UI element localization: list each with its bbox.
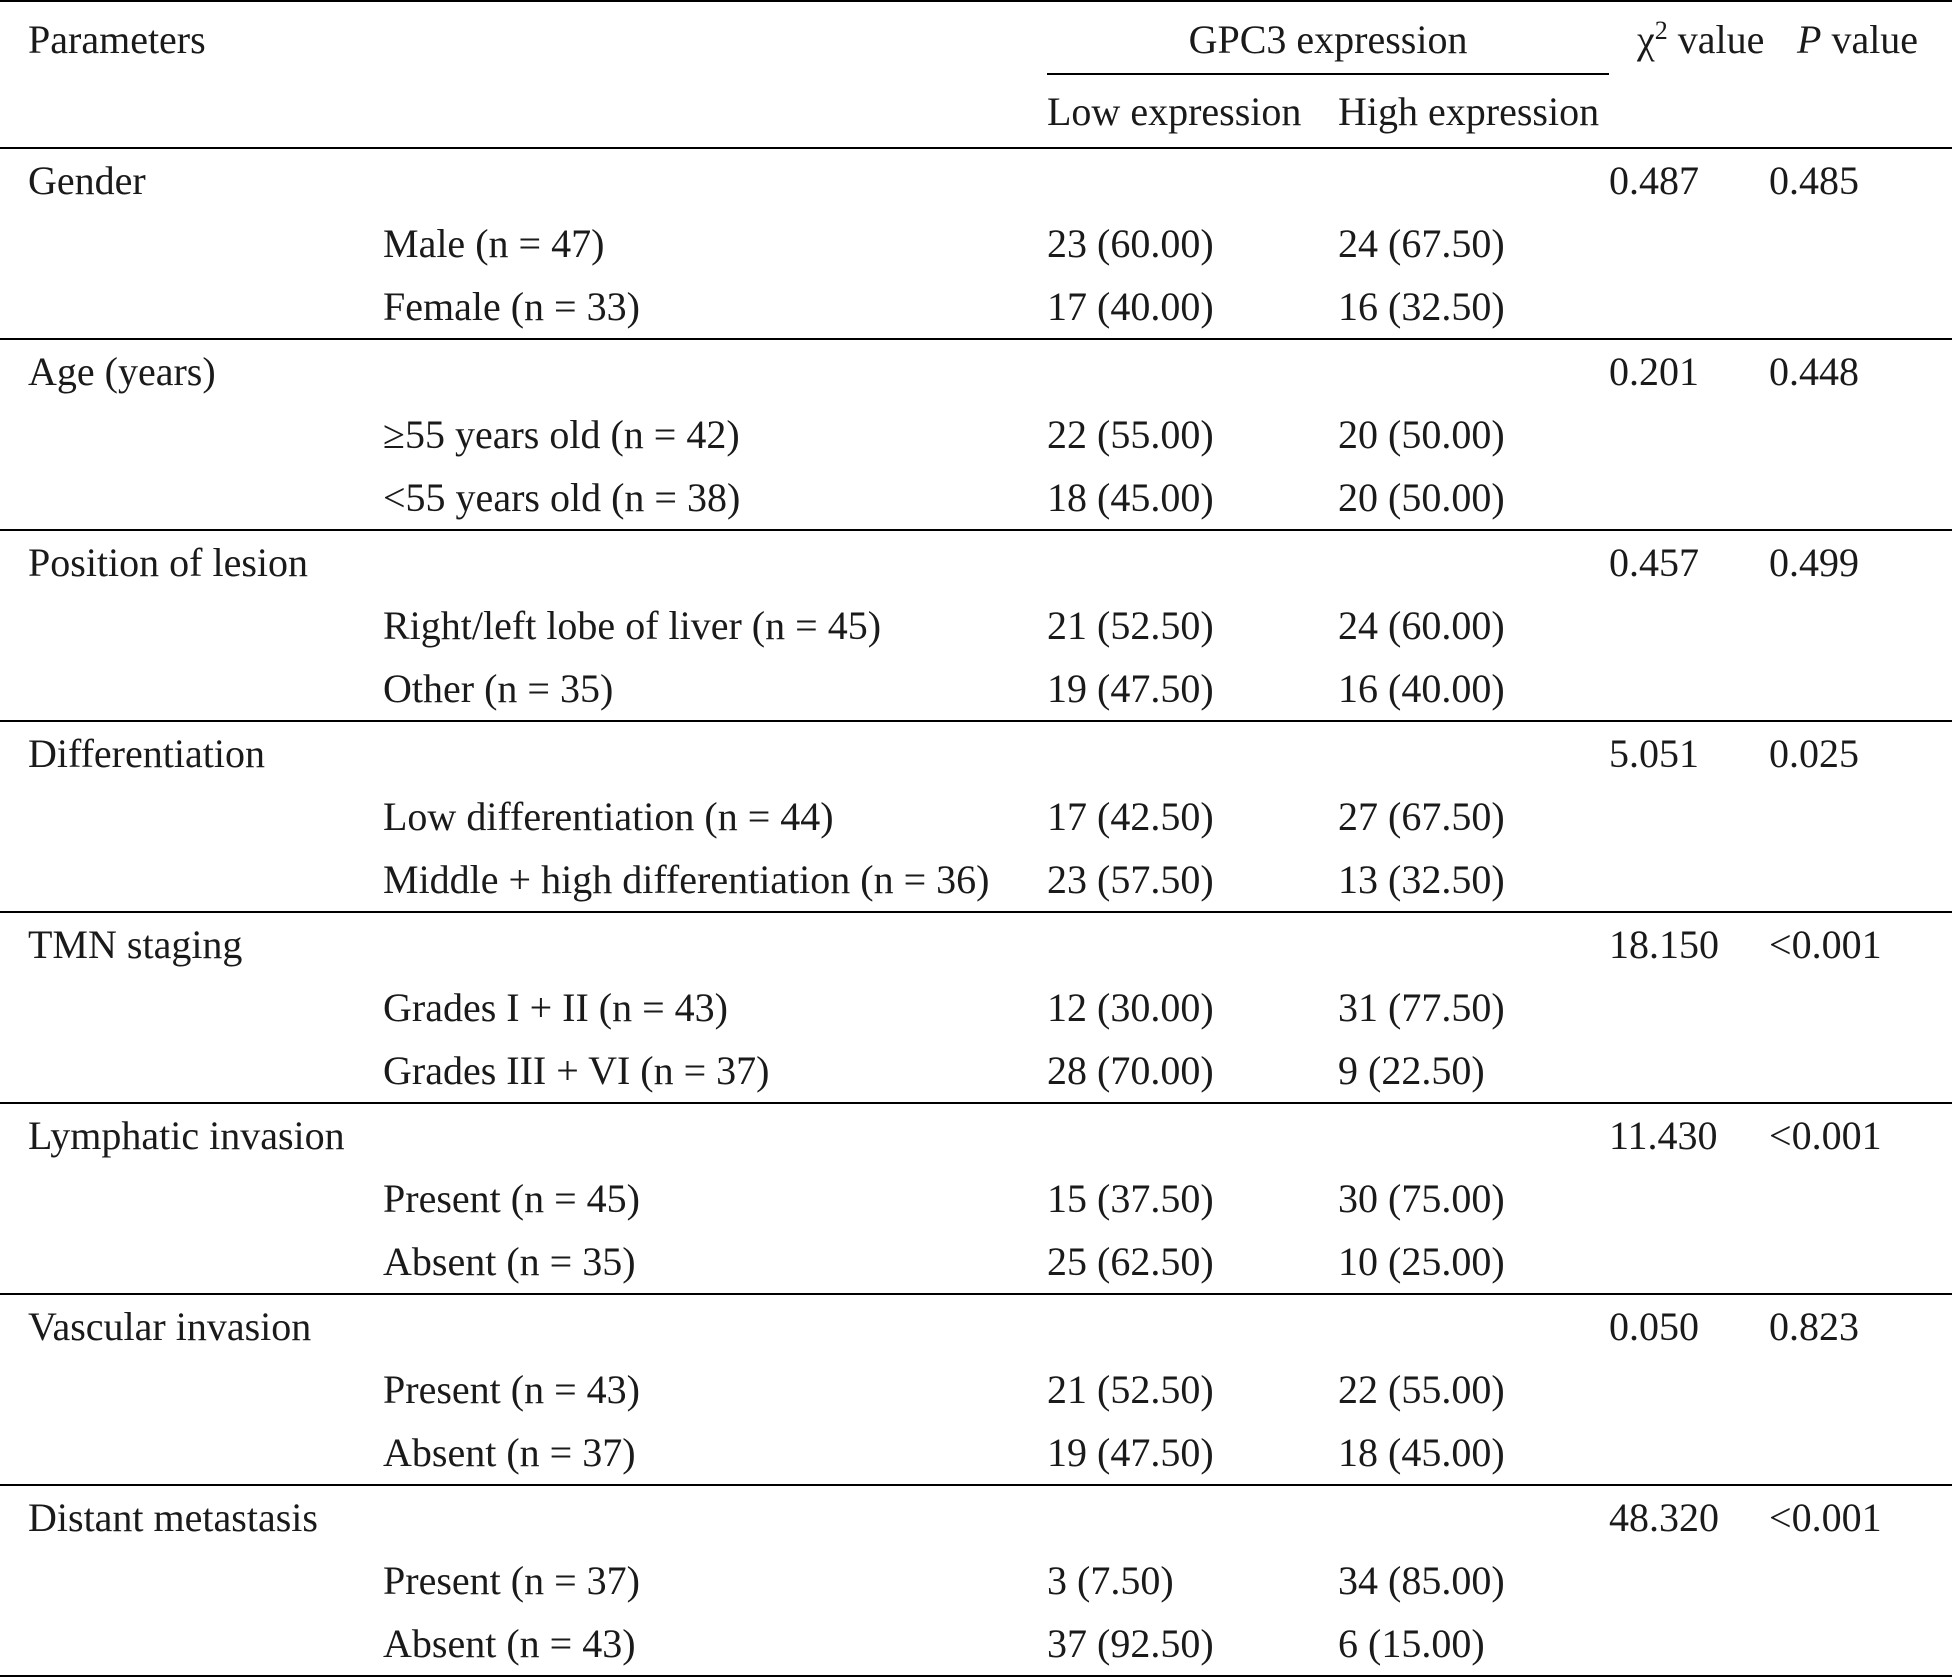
high-expression-value: 13 (32.50) xyxy=(1338,848,1609,912)
group-title-row xyxy=(0,1294,1952,1358)
empty-cell xyxy=(1338,721,1609,785)
low-expression-value: 22 (55.00) xyxy=(1047,411,1214,457)
chi2-value: 5.051 xyxy=(1609,730,1700,776)
high-expression-value: 10 (25.00) xyxy=(1338,1230,1609,1294)
table-row xyxy=(0,976,1952,1039)
table-row xyxy=(0,1230,1952,1294)
table-row xyxy=(0,1039,1952,1103)
low-expression-value: 17 (40.00) xyxy=(1047,275,1338,339)
row-label: Present (n = 43) xyxy=(383,1366,640,1412)
row-label: Other (n = 35) xyxy=(0,657,1047,721)
chi2-value: 0.457 xyxy=(1609,539,1700,585)
empty-cell xyxy=(1047,1485,1338,1549)
chi2-value: 0.050 xyxy=(1609,1303,1700,1349)
empty-cell xyxy=(1609,785,1769,848)
chi-superscript: 2 xyxy=(1654,16,1668,45)
empty-cell xyxy=(355,1294,1047,1358)
group-title: Lymphatic invasion xyxy=(28,1112,345,1158)
high-expression-value: 18 (45.00) xyxy=(1338,1421,1609,1485)
empty-cell xyxy=(1609,976,1769,1039)
table-row xyxy=(0,212,1952,275)
table-row xyxy=(0,1549,1952,1612)
empty-cell xyxy=(1047,1103,1338,1167)
p-value-suffix: value xyxy=(1821,17,1919,62)
empty-cell xyxy=(355,912,1047,976)
group-title: Position of lesion xyxy=(28,539,309,585)
chi-value-suffix: value xyxy=(1667,17,1765,62)
p-value: <0.001 xyxy=(1769,1494,1882,1540)
p-value: 0.485 xyxy=(1769,157,1860,203)
table-row xyxy=(0,275,1952,339)
header-p-value xyxy=(1797,0,1918,75)
table-row xyxy=(0,848,1952,912)
header-parameters: Parameters xyxy=(0,1,355,77)
p-value: <0.001 xyxy=(1769,1112,1882,1158)
empty-cell xyxy=(1769,848,1952,912)
empty-cell xyxy=(1769,466,1952,530)
empty-cell xyxy=(1609,1167,1769,1230)
row-label: ≥55 years old (n = 42) xyxy=(383,411,740,457)
chi2-value: 48.320 xyxy=(1609,1494,1720,1540)
empty-cell xyxy=(1769,594,1952,657)
high-expression-value: 24 (60.00) xyxy=(1338,602,1505,648)
group-title-row xyxy=(0,721,1952,785)
empty-cell xyxy=(1338,339,1609,403)
table-row xyxy=(0,1167,1952,1230)
high-expression-value: 27 (67.50) xyxy=(1338,793,1505,839)
row-label: Absent (n = 43) xyxy=(0,1612,1047,1676)
high-expression-value: 34 (85.00) xyxy=(1338,1557,1505,1603)
group-title-row xyxy=(0,1485,1952,1549)
empty-cell xyxy=(1769,657,1952,721)
low-expression-value: 28 (70.00) xyxy=(1047,1039,1338,1103)
empty-cell xyxy=(1609,466,1769,530)
empty-cell xyxy=(1609,403,1769,466)
p-value: 0.499 xyxy=(1769,539,1860,585)
table-row xyxy=(0,403,1952,466)
header-gpc3-group xyxy=(1047,1,1609,77)
empty-cell xyxy=(355,339,1047,403)
row-label: Female (n = 33) xyxy=(0,275,1047,339)
table-body xyxy=(0,148,1952,1676)
empty-cell xyxy=(1769,1549,1952,1612)
group-title-row xyxy=(0,148,1952,212)
high-expression-value: 16 (32.50) xyxy=(1338,275,1609,339)
low-expression-value: 19 (47.50) xyxy=(1047,1421,1338,1485)
empty-cell xyxy=(1769,976,1952,1039)
row-label: Absent (n = 35) xyxy=(0,1230,1047,1294)
empty-cell xyxy=(1769,1167,1952,1230)
high-expression-value: 22 (55.00) xyxy=(1338,1366,1505,1412)
empty-cell xyxy=(1769,785,1952,848)
empty-cell xyxy=(1609,848,1769,912)
low-expression-value: 21 (52.50) xyxy=(1047,602,1214,648)
table-row xyxy=(0,466,1952,530)
empty-cell xyxy=(1338,1103,1609,1167)
low-expression-value: 15 (37.50) xyxy=(1047,1175,1214,1221)
empty-cell xyxy=(1047,1294,1338,1358)
p-italic: P xyxy=(1797,17,1822,62)
empty-cell xyxy=(1769,1039,1952,1103)
low-expression-value: 3 (7.50) xyxy=(1047,1557,1174,1603)
empty-cell xyxy=(1609,1230,1769,1294)
chi2-value: 11.430 xyxy=(1609,1112,1718,1158)
low-expression-value: 23 (57.50) xyxy=(1047,848,1338,912)
row-label: Right/left lobe of liver (n = 45) xyxy=(383,602,882,648)
group-title-row xyxy=(0,339,1952,403)
low-expression-value: 23 (60.00) xyxy=(1047,220,1214,266)
group-title-row xyxy=(0,530,1952,594)
empty-cell xyxy=(355,1485,1047,1549)
p-value: 0.448 xyxy=(1769,348,1860,394)
chi2-value: 0.201 xyxy=(1609,348,1700,394)
low-expression-value: 17 (42.50) xyxy=(1047,793,1214,839)
empty-cell xyxy=(355,1103,1047,1167)
empty-cell xyxy=(355,721,1047,785)
row-label: Grades I + II (n = 43) xyxy=(383,984,728,1030)
high-expression-value: 9 (22.50) xyxy=(1338,1039,1609,1103)
group-title-row xyxy=(0,1103,1952,1167)
table-row xyxy=(0,1612,1952,1676)
high-expression-value: 24 (67.50) xyxy=(1338,220,1505,266)
empty-cell xyxy=(1609,1612,1769,1676)
empty-cell xyxy=(1609,1549,1769,1612)
group-title: TMN staging xyxy=(28,921,243,967)
low-expression-value: 19 (47.50) xyxy=(1047,657,1338,721)
row-label: Present (n = 37) xyxy=(383,1557,640,1603)
empty-cell xyxy=(1769,1230,1952,1294)
row-label: Present (n = 45) xyxy=(383,1175,640,1221)
empty-cell xyxy=(1609,1039,1769,1103)
p-value: <0.001 xyxy=(1769,921,1882,967)
empty-cell xyxy=(1338,1485,1609,1549)
low-expression-value: 37 (92.50) xyxy=(1047,1612,1338,1676)
empty-cell xyxy=(355,148,1047,212)
empty-cell xyxy=(355,530,1047,594)
header-low-expression: Low expression xyxy=(1047,77,1338,148)
empty-cell xyxy=(1769,403,1952,466)
empty-cell xyxy=(1769,1421,1952,1485)
empty-cell xyxy=(1769,275,1952,339)
low-expression-value: 25 (62.50) xyxy=(1047,1230,1338,1294)
high-expression-value: 16 (40.00) xyxy=(1338,657,1609,721)
gpc3-header-rule xyxy=(1047,73,1609,75)
chi2-value: 18.150 xyxy=(1609,921,1720,967)
table-row xyxy=(0,1358,1952,1421)
header-high-expression: High expression xyxy=(1338,77,1609,148)
empty-cell xyxy=(1338,148,1609,212)
high-expression-value: 30 (75.00) xyxy=(1338,1175,1505,1221)
row-label: <55 years old (n = 38) xyxy=(0,466,1047,530)
empty-cell xyxy=(1609,1421,1769,1485)
empty-cell xyxy=(1338,530,1609,594)
table-row xyxy=(0,594,1952,657)
high-expression-value: 6 (15.00) xyxy=(1338,1612,1609,1676)
empty-cell xyxy=(1769,1358,1952,1421)
low-expression-value: 21 (52.50) xyxy=(1047,1366,1214,1412)
empty-cell xyxy=(1047,530,1338,594)
low-expression-value: 12 (30.00) xyxy=(1047,984,1214,1030)
group-title: Differentiation xyxy=(28,730,265,776)
chi-symbol: χ xyxy=(1637,17,1655,62)
header-gpc3-expression: GPC3 expression xyxy=(1188,16,1468,62)
high-expression-value: 20 (50.00) xyxy=(1338,466,1609,530)
empty-cell xyxy=(1609,1358,1769,1421)
chi2-value: 0.487 xyxy=(1609,157,1700,203)
row-label: Grades III + VI (n = 37) xyxy=(0,1039,1047,1103)
group-title-row xyxy=(0,912,1952,976)
group-title: Vascular invasion xyxy=(28,1303,312,1349)
empty-cell xyxy=(1338,912,1609,976)
table-row xyxy=(0,657,1952,721)
row-label: Male (n = 47) xyxy=(383,220,605,266)
empty-cell xyxy=(1769,212,1952,275)
header-chi2-value xyxy=(1637,0,1764,75)
empty-cell xyxy=(1047,148,1338,212)
row-label: Middle + high differentiation (n = 36) xyxy=(0,848,1047,912)
empty-cell xyxy=(1338,1294,1609,1358)
group-title: Distant metastasis xyxy=(28,1494,318,1540)
table-row xyxy=(0,1421,1952,1485)
empty-cell xyxy=(1609,657,1769,721)
empty-cell xyxy=(1609,212,1769,275)
high-expression-value: 20 (50.00) xyxy=(1338,411,1505,457)
low-expression-value: 18 (45.00) xyxy=(1047,466,1338,530)
empty-cell xyxy=(1047,912,1338,976)
table-row xyxy=(0,785,1952,848)
high-expression-value: 31 (77.50) xyxy=(1338,984,1505,1030)
empty-cell xyxy=(1609,275,1769,339)
p-value: 0.823 xyxy=(1769,1303,1860,1349)
p-value: 0.025 xyxy=(1769,730,1860,776)
empty-cell xyxy=(1047,721,1338,785)
empty-cell xyxy=(1609,594,1769,657)
empty-cell xyxy=(1769,1612,1952,1676)
row-label: Low differentiation (n = 44) xyxy=(383,793,834,839)
row-label: Absent (n = 37) xyxy=(0,1421,1047,1485)
group-title: Gender xyxy=(28,157,146,203)
empty-cell xyxy=(1047,339,1338,403)
group-title: Age (years) xyxy=(28,348,216,394)
